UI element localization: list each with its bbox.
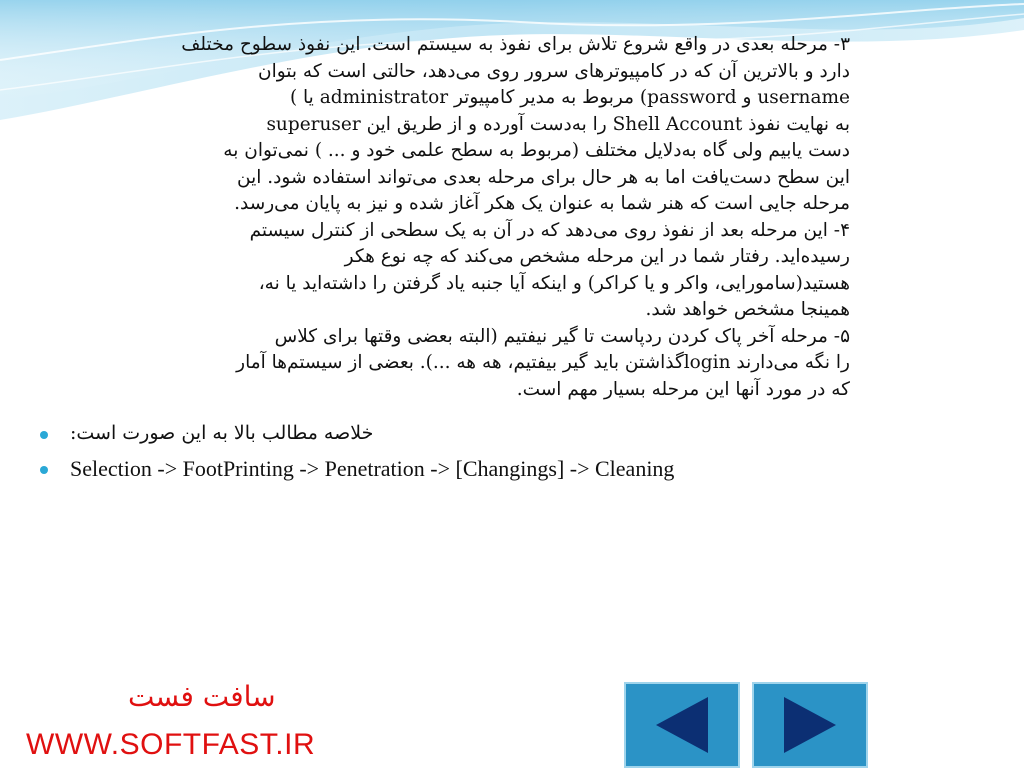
- triangle-right-icon: [754, 684, 866, 766]
- bullet-item: [40, 420, 840, 447]
- paragraph-line: به نهایت نفوذ Shell Account را به‌دست آورده و از طریق این superuser: [266, 113, 850, 135]
- brand-url[interactable]: WWW.SOFTFAST.IR: [26, 728, 316, 761]
- triangle-left-icon: [626, 684, 738, 766]
- bullet-text: Selection -> FootPrinting -> Penetration -> [Changings] -> Cleaning: [70, 456, 675, 481]
- paragraph-line: username و password) مربوط به مدیر کامپیوتر administrator یا ): [289, 87, 850, 108]
- bullet-list: [40, 420, 840, 490]
- paragraph-line: این سطح دست‌یافت اما به هر حال برای مرحله بعدی می‌تواند استفاده شود. این: [237, 166, 850, 188]
- paragraph-line: ۴- این مرحله بعد از نفوذ روی می‌دهد که در آن به یک سطحی از کنترل سیستم: [249, 219, 850, 241]
- paragraph-line: رسیده‌اید. رفتار شما در این مرحله مشخص می‌کند که چه نوع هکر: [344, 246, 850, 267]
- main-paragraph: [40, 32, 850, 403]
- brand-name: سافت فست: [128, 680, 276, 713]
- paragraph-line: را نگه می‌دارند loginگذاشتن باید گیر بیفتیم، هه هه ...). بعضی از سیستم‌ها آمار: [236, 352, 850, 373]
- bullet-text: خلاصه مطالب بالا به این صورت است:: [70, 422, 374, 444]
- next-slide-button[interactable]: [752, 682, 868, 768]
- paragraph-line: دارد و بالاترین آن که در کامپیوترهای سرور روی می‌دهد، حالتی است که بتوان: [258, 60, 850, 82]
- paragraph-line: هستید(سامورایی، واکر و یا کراکر) و اینکه آیا جنبه یاد گرفتن را داشته‌اید یا نه،: [258, 272, 850, 294]
- bullet-item: [40, 455, 840, 482]
- paragraph-line: همینجا مشخص خواهد شد.: [645, 299, 850, 320]
- paragraph-text: [40, 32, 850, 403]
- bullet-dot-icon: [40, 466, 48, 474]
- bullet-dot-icon: [40, 431, 48, 439]
- previous-slide-button[interactable]: [624, 682, 740, 768]
- paragraph-line: ۳- مرحله بعدی در واقع شروع تلاش برای نفوذ به سیستم است. این نفوذ سطوح مختلف: [181, 34, 850, 55]
- paragraph-line: که در مورد آنها این مرحله بسیار مهم است.: [516, 378, 850, 400]
- paragraph-line: ۵- مرحله آخر پاک کردن ردپاست تا گیر نیفتیم (البته بعضی وقتها برای کلاس: [274, 325, 850, 347]
- paragraph-line: دست یابیم ولی گاه به‌دلایل مختلف (مربوط به سطح علمی خود و ... ) نمی‌توان به: [223, 140, 850, 161]
- paragraph-line: مرحله جایی است که هنر شما به عنوان یک هکر آغاز شده و نیز به پایان می‌رسد.: [234, 193, 850, 214]
